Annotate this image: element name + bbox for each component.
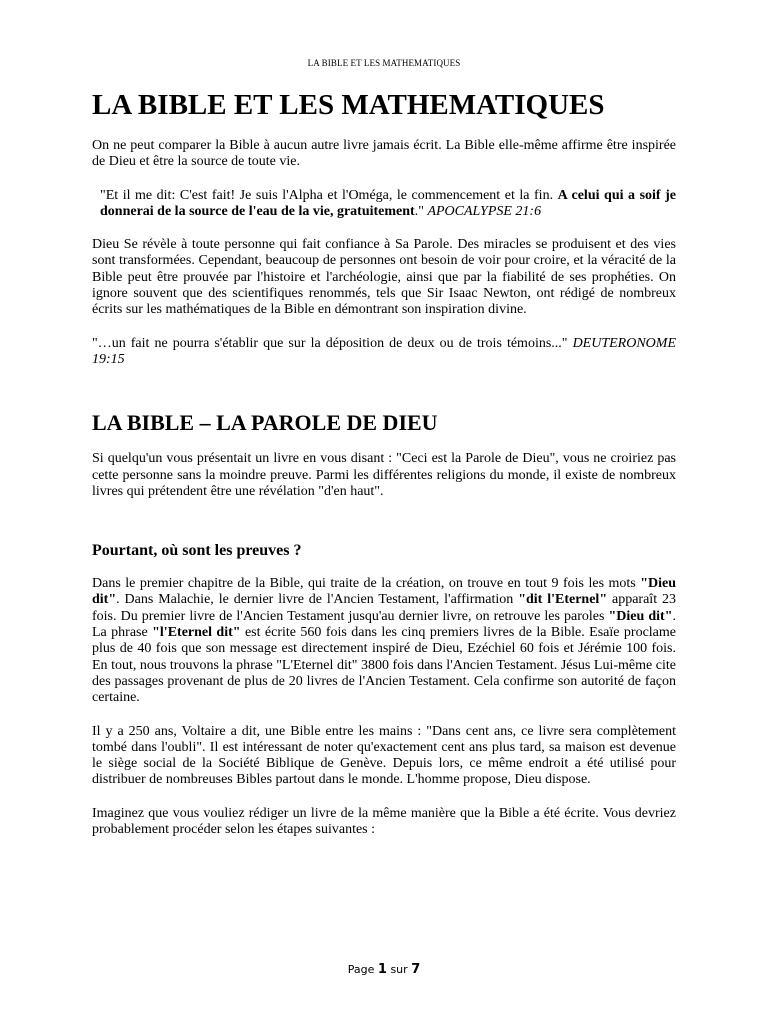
closing-paragraph: Imaginez que vous vouliez rédiger un livre de la même manière que la Bible a été écrite. Vous devriez probablement procéder selon les étapes suivantes : [92, 805, 676, 838]
voltaire-paragraph: Il y a 250 ans, Voltaire a dit, une Bible entre les mains : "Dans cent ans, ce livre sera complètement tombé dans l'oubli". Il est intéressant de noter qu'exactement cent ans plus tard, sa maison est devenue le siège social de la Société Biblique de Genève. Depuis lors, ce même endroit a été utilisé pour distribuer de nombreuses Bibles partout dans le monde. L'homme propose, Dieu dispose. [92, 723, 676, 788]
total-pages-number: 7 [411, 962, 421, 977]
intro-paragraph: On ne peut comparer la Bible à aucun autre livre jamais écrit. La Bible elle-même affirme être inspirée de Dieu et être la source de toute vie. [92, 138, 676, 170]
current-page-number: 1 [377, 962, 387, 977]
quote-end: ." [414, 203, 428, 219]
bold-phrase: "l'Eternel dit" [152, 625, 241, 641]
bold-phrase: "Dieu dit" [608, 608, 673, 624]
document-body [92, 86, 676, 855]
text-run: Dans le premier chapitre de la Bible, qui traite de la création, on trouve en tout 9 fois les mots [92, 576, 641, 592]
quote-text: "Et il me dit: C'est fait! Je suis l'Alpha et l'Oméga, le commencement et la fin. [100, 187, 558, 203]
quote-text: "…un fait ne pourra s'établir que sur la déposition de deux ou de trois témoins..." [92, 335, 573, 351]
section-heading-parole: LA BIBLE – LA PAROLE DE DIEU [92, 410, 438, 436]
quote-bold-text: A celui qui a soif je donnerai de la source de l'eau de la vie, gratuitement [100, 187, 677, 219]
deuteronomy-quote [92, 336, 676, 369]
bold-phrase: "dit l'Eternel" [518, 592, 608, 608]
quote-reference: APOCALYPSE 21:6 [427, 203, 542, 219]
evidence-paragraph [92, 576, 676, 706]
bold-phrase: "Dieu dit" [92, 576, 676, 608]
subsection-heading-preuves: Pourtant, où sont les preuves ? [92, 542, 302, 560]
spacer [92, 517, 676, 540]
text-run: est écrite 560 fois dans les cinq premiers livres de la Bible. Esaïe proclame plus de 40 fois que son message est directement inspiré de Dieu, Ezéchiel 60 fois et Jérémie 100 fois. En tout, nous trouvons la phrase "L'Eternel dit" 3800 fois dans l'Ancien Testament. Jésus Lui-même cite des passages provenant de plus de 20 livres de l'Ancien Testament. Cela confirme son autorité de façon certaine. [92, 625, 676, 706]
text-run: . La phrase [92, 608, 676, 641]
revelation-paragraph: Dieu Se révèle à toute personne qui fait confiance à Sa Parole. Des miracles se produisent et des vies sont transformées. Cependant, beaucoup de personnes ont besoin de voir pour croire, et la véracité de la Bible peut être prouvée par l'histoire et l'archéologie, ainsi que par la fiabilité de ses prophéties. On ignore souvent que des scientifiques renommés, tels que Sir Isaac Newton, ont rédigé de nombreux écrits sur les mathématiques de la Bible en démontrant son inspiration divine. [92, 237, 676, 318]
document-title: LA BIBLE ET LES MATHEMATIQUES [92, 89, 605, 121]
page-of-label: sur [390, 963, 408, 976]
running-header: LA BIBLE ET LES MATHEMATIQUES [307, 58, 461, 68]
apocalypse-quote [92, 188, 676, 221]
section-paragraph: Si quelqu'un vous présentait un livre en vous disant : "Ceci est la Parole de Dieu", vous ne croiriez pas cette personne sans la moindre preuve. Parmi les différentes religions du monde, il existe de nombreux livres qui prétendent être une révélation "d'en haut". [92, 451, 676, 499]
quote-reference: DEUTERONOME 19:15 [92, 335, 676, 367]
page-footer [0, 962, 768, 977]
text-run: . Dans Malachie, le dernier livre de l'Ancien Testament, l'affirmation [116, 592, 519, 608]
spacer [92, 385, 676, 409]
page-label: Page [347, 963, 375, 976]
text-run: apparaît 23 fois. Du premier livre de l'Ancien Testament jusqu'au dernier livre, on retrouve les paroles [92, 592, 676, 624]
